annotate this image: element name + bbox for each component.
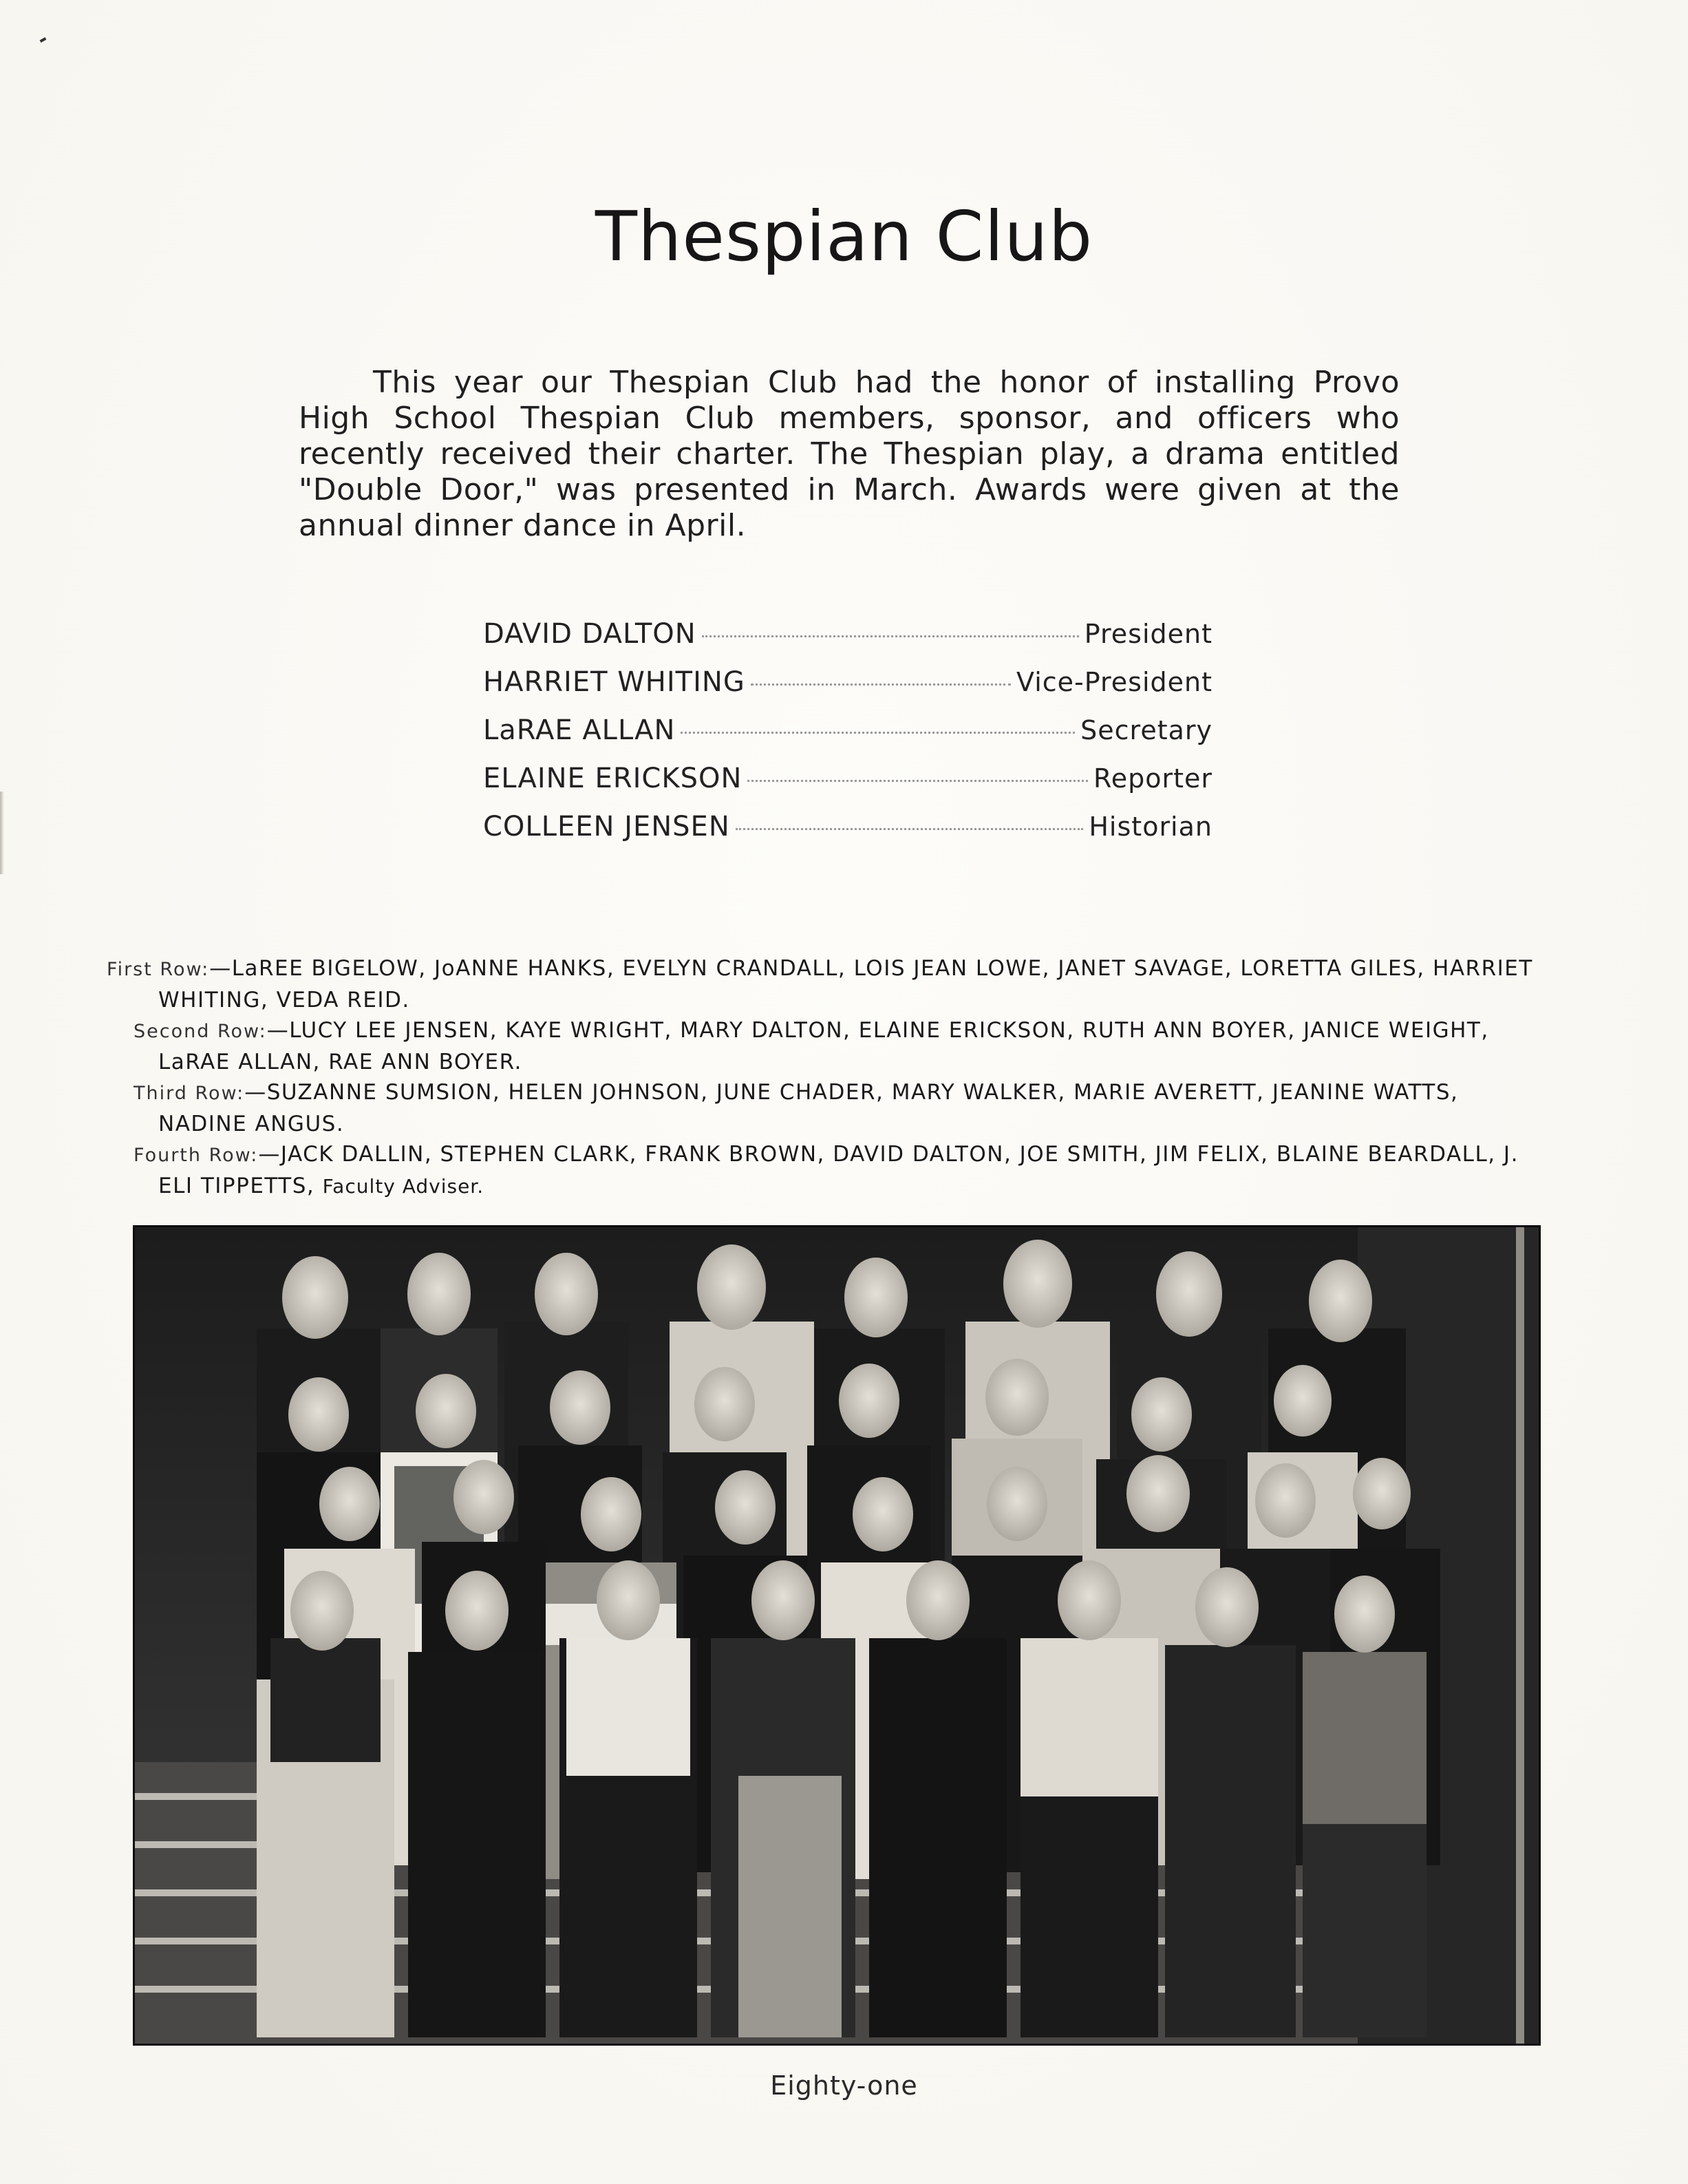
print-speck (40, 37, 47, 43)
group-photo-image (133, 1225, 1541, 2046)
officer-title: Reporter (1093, 763, 1212, 794)
dot-leader (747, 780, 1088, 782)
caption-row-second (107, 1015, 1552, 1077)
page-edge-shadow (0, 792, 4, 874)
officer-name: DAVID DALTON (483, 618, 696, 650)
officer-name: HARRIET WHITING (483, 666, 745, 698)
officer-title: Vice-President (1016, 667, 1212, 697)
officer-entry (483, 618, 1212, 666)
adviser-note: Faculty Adviser. (322, 1175, 484, 1198)
page-number: Eighty-one (770, 2070, 918, 2101)
intro-paragraph: This year our Thespian Club had the honor of installing Provo High School Thespian Club members, sponsor, and officers who recently received their charter. The Thespian play, a drama entitled "Double Door," was presented in March. Awards were given at the annual dinner dance in April. (299, 365, 1400, 543)
row-names: —LaREE BIGELOW, JoANNE HANKS, EVELYN CRANDALL, LOIS JEAN LOWE, JANET SAVAGE, LORETTA GILES, HARRIET WHITING, VEDA REID. (158, 956, 1533, 1013)
row-label: Fourth Row: (133, 1145, 259, 1166)
officers-list (483, 618, 1212, 859)
row-label: Second Row: (133, 1021, 267, 1042)
officer-title: Historian (1089, 812, 1212, 842)
caption-row-third (107, 1077, 1552, 1139)
officer-name: COLLEEN JENSEN (483, 811, 730, 842)
officer-entry (483, 714, 1212, 763)
dot-leader (751, 683, 1011, 686)
caption-row-fourth (107, 1139, 1552, 1202)
row-label: Third Row: (133, 1083, 245, 1104)
dot-leader (702, 635, 1079, 637)
group-photo (133, 1225, 1541, 2046)
officer-title: Secretary (1080, 715, 1212, 745)
officer-name: LaRAE ALLAN (483, 714, 676, 746)
row-names: —SUZANNE SUMSION, HELEN JOHNSON, JUNE CHADER, MARY WALKER, MARIE AVERETT, JEANINE WATTS, NADINE ANGUS. (158, 1080, 1459, 1136)
officer-entry (483, 666, 1212, 714)
officer-name: ELAINE ERICKSON (483, 763, 742, 794)
photo-caption (107, 953, 1552, 1202)
dot-leader (681, 732, 1075, 734)
officer-entry (483, 811, 1212, 859)
officer-title: President (1084, 619, 1212, 649)
row-names: —LUCY LEE JENSEN, KAYE WRIGHT, MARY DALTON, ELAINE ERICKSON, RUTH ANN BOYER, JANICE WEIGHT, LaRAE ALLAN, RAE ANN BOYER. (158, 1018, 1489, 1074)
caption-row-first (107, 953, 1552, 1015)
dot-leader (736, 828, 1084, 830)
page-title: Thespian Club (595, 196, 1093, 277)
row-names: —JACK DALLIN, STEPHEN CLARK, FRANK BROWN, DAVID DALTON, JOE SMITH, JIM FELIX, BLAINE BEARDALL, J. ELI TIPPETTS, (158, 1142, 1519, 1198)
row-label: First Row: (107, 959, 210, 980)
officer-entry (483, 763, 1212, 811)
